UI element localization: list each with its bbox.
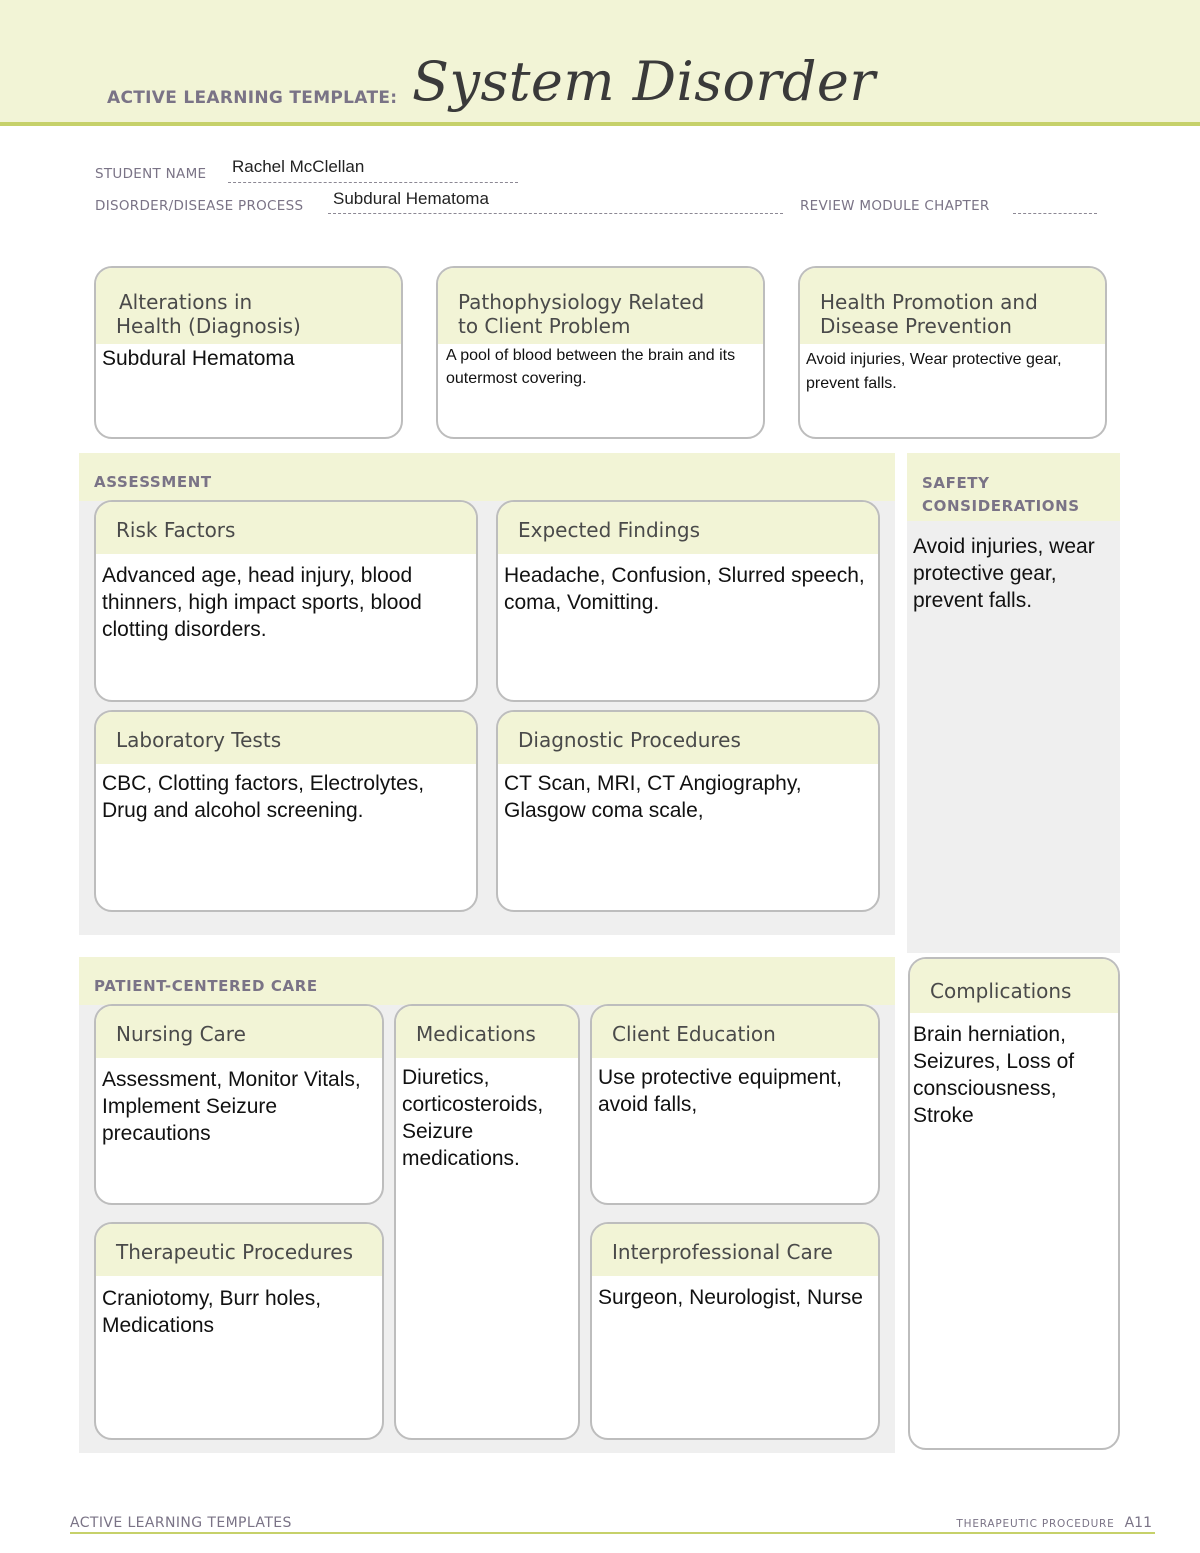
pathophysiology-header	[438, 268, 763, 344]
nursing-care-title: Nursing Care	[96, 1006, 382, 1058]
template-label: ACTIVE LEARNING TEMPLATE:	[107, 88, 398, 108]
expected-findings-title: Expected Findings	[498, 502, 878, 554]
safety-body[interactable]: Avoid injuries, wear protective gear, prevent falls.	[913, 535, 1095, 612]
medications-title: Medications	[396, 1006, 578, 1058]
alterations-body[interactable]: Subdural Hematoma	[102, 347, 295, 370]
nursing-care-card	[94, 1004, 384, 1205]
health-promotion-title-1: Health Promotion and	[820, 290, 1038, 314]
safety-title-2: CONSIDERATIONS	[922, 497, 1080, 515]
safety-title-1: SAFETY	[922, 474, 990, 492]
health-promotion-title-2: Disease Prevention	[820, 314, 1012, 338]
disorder-field[interactable]: Subdural Hematoma	[333, 189, 489, 208]
alterations-box	[94, 266, 403, 439]
pathophysiology-box	[436, 266, 765, 439]
risk-factors-card	[94, 500, 478, 702]
complications-card	[908, 957, 1120, 1450]
therapeutic-procedures-card	[94, 1222, 384, 1440]
footer-page-number: A11	[1124, 1515, 1152, 1531]
health-promotion-header	[800, 268, 1105, 344]
footer-right	[956, 1515, 1152, 1531]
medications-card	[394, 1004, 580, 1440]
disorder-label: DISORDER/DISEASE PROCESS	[95, 198, 304, 214]
disorder-line	[328, 213, 783, 214]
alterations-title-2: Health (Diagnosis)	[116, 314, 301, 338]
pathophysiology-title-2: to Client Problem	[458, 314, 631, 338]
therapeutic-procedures-title: Therapeutic Procedures	[96, 1224, 382, 1276]
footer-section-label: THERAPEUTIC PROCEDURE	[956, 1518, 1115, 1530]
pathophysiology-body[interactable]: A pool of blood between the brain and its outermost covering.	[446, 347, 736, 387]
client-education-title: Client Education	[592, 1006, 878, 1058]
student-name-label: STUDENT NAME	[95, 166, 207, 182]
template-title: System Disorder	[412, 50, 876, 113]
safety-column	[907, 453, 1120, 953]
footer-left: ACTIVE LEARNING TEMPLATES	[70, 1515, 292, 1531]
expected-findings-card	[496, 500, 880, 702]
laboratory-tests-card	[94, 710, 478, 912]
header-rule	[0, 122, 1200, 126]
diagnostic-procedures-card	[496, 710, 880, 912]
risk-factors-body[interactable]: Advanced age, head injury, blood thinners, high impact sports, blood clotting disorders.	[102, 564, 422, 641]
review-module-label: REVIEW MODULE CHAPTER	[800, 198, 990, 214]
complications-title: Complications	[910, 959, 1118, 1013]
student-name-line	[228, 182, 518, 183]
health-promotion-box	[798, 266, 1107, 439]
complications-body[interactable]: Brain herniation, Seizures, Loss of consciousness, Stroke	[913, 1023, 1075, 1127]
laboratory-tests-title: Laboratory Tests	[96, 712, 476, 764]
assessment-title: ASSESSMENT	[94, 473, 212, 491]
expected-findings-body[interactable]: Headache, Confusion, Slurred speech, coma, Vomitting.	[504, 564, 865, 614]
interprofessional-care-card	[590, 1222, 880, 1440]
therapeutic-procedures-body[interactable]: Craniotomy, Burr holes, Medications	[102, 1287, 322, 1337]
interprofessional-care-title: Interprofessional Care	[592, 1224, 878, 1276]
patient-care-title: PATIENT-CENTERED CARE	[94, 977, 318, 995]
footer-rule	[70, 1532, 1155, 1534]
student-name-field[interactable]: Rachel McClellan	[232, 157, 365, 176]
alterations-header	[96, 268, 401, 344]
diagnostic-procedures-title: Diagnostic Procedures	[498, 712, 878, 764]
interprofessional-care-body[interactable]: Surgeon, Neurologist, Nurse	[598, 1286, 863, 1309]
diagnostic-procedures-body[interactable]: CT Scan, MRI, CT Angiography, Glasgow coma scale,	[504, 772, 802, 822]
review-module-field[interactable]	[1013, 213, 1097, 214]
pathophysiology-title-1: Pathophysiology Related	[458, 290, 705, 314]
health-promotion-body[interactable]: Avoid injuries, Wear protective gear, prevent falls.	[806, 351, 1062, 392]
laboratory-tests-body[interactable]: CBC, Clotting factors, Electrolytes, Drug and alcohol screening.	[102, 772, 425, 822]
medications-body[interactable]: Diuretics, corticosteroids, Seizure medications.	[402, 1066, 544, 1170]
risk-factors-title: Risk Factors	[96, 502, 476, 554]
client-education-body[interactable]: Use protective equipment, avoid falls,	[598, 1066, 842, 1116]
client-education-card	[590, 1004, 880, 1205]
safety-title	[922, 472, 1112, 518]
nursing-care-body[interactable]: Assessment, Monitor Vitals, Implement Seizure precautions	[102, 1068, 361, 1145]
alterations-title-1: Alterations in	[119, 290, 253, 314]
